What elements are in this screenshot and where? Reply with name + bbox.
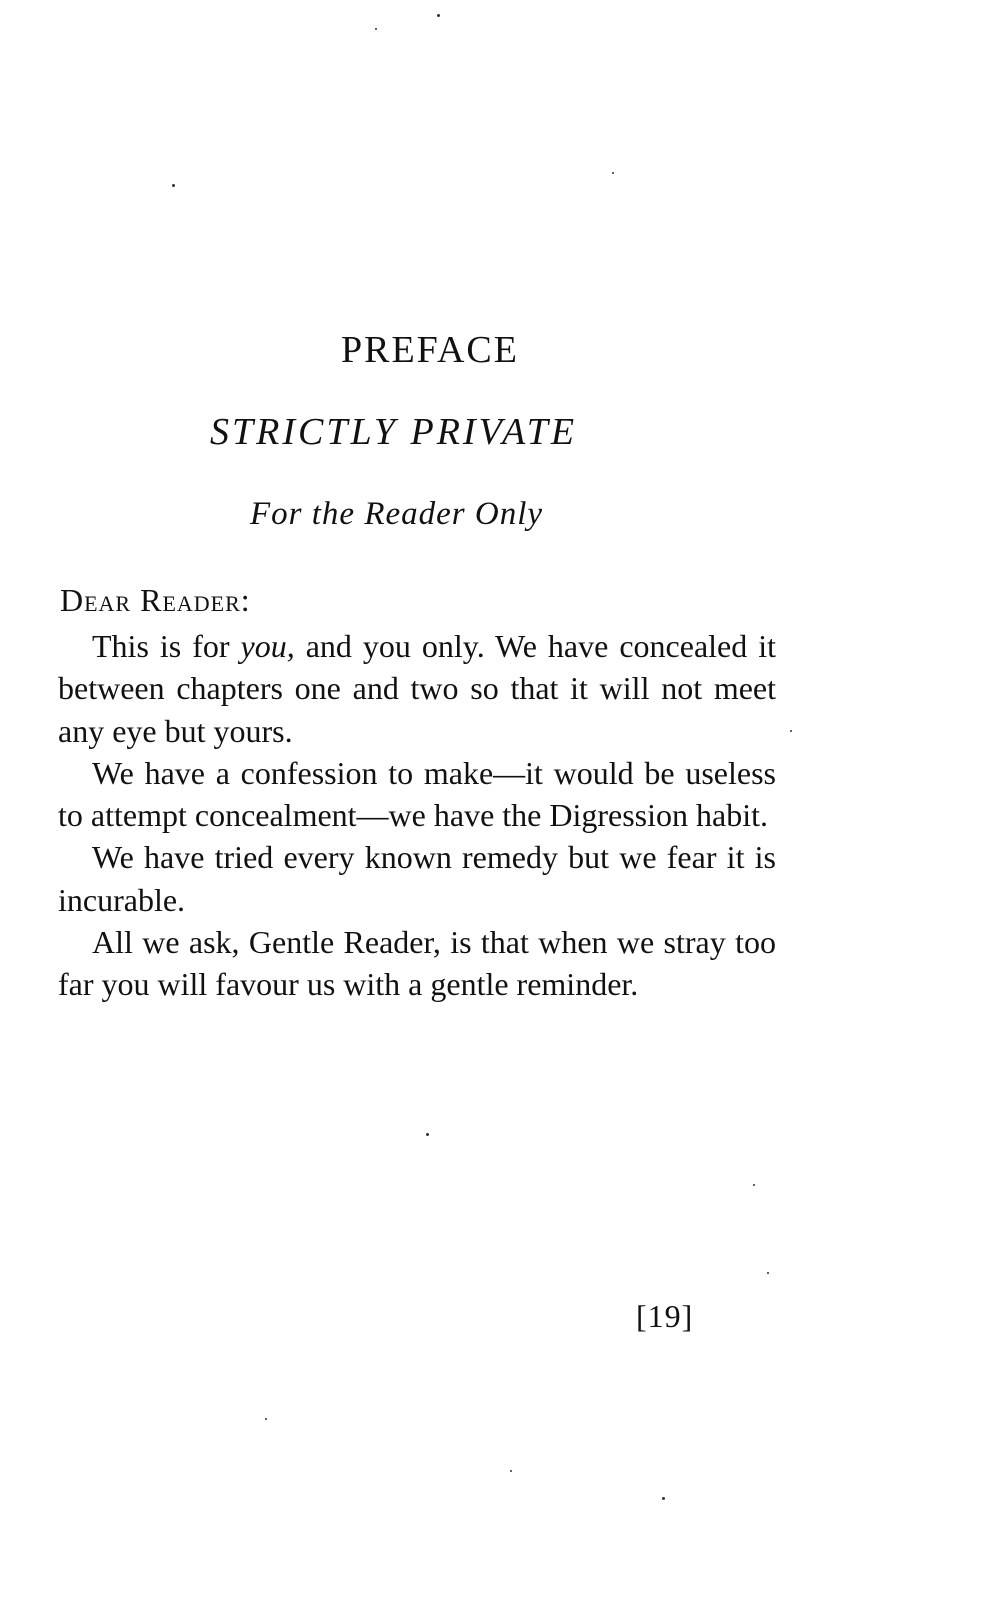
paragraph-text: This is for: [92, 628, 241, 664]
page-title: PREFACE: [340, 329, 519, 371]
scan-speck: [426, 1133, 429, 1136]
paragraph: We have tried every known remedy but we fear it is incurable.: [58, 839, 776, 918]
scan-speck: [437, 14, 440, 17]
page-number: [19]: [636, 1298, 694, 1334]
scan-speck: [767, 1272, 769, 1274]
scan-speck: [612, 172, 614, 174]
scan-speck: [510, 1470, 512, 1472]
paragraph: All we ask, Gentle Reader, is that when we stray too far you will favour us with a gentle reminder.: [58, 924, 776, 1003]
salutation: Dear Reader:: [60, 582, 251, 618]
letter-body: [58, 625, 776, 1006]
scan-speck: [753, 1184, 755, 1186]
scan-speck: [375, 28, 377, 30]
subheading-note: For the Reader Only: [250, 496, 544, 532]
paragraph: We have a confession to make—it would be useless to attempt concealment—we have the Digression habit.: [58, 754, 776, 834]
scan-speck: [662, 1497, 665, 1500]
scan-speck: [790, 730, 792, 732]
paragraph: [58, 625, 776, 752]
subtitle: STRICTLY PRIVATE: [210, 411, 578, 453]
scan-speck: [265, 1418, 267, 1420]
emphasized-word: you,: [240, 628, 295, 664]
paragraph-text: and you only. We have concealed it between chapters one and two so that it will not meet any eye but yours.: [58, 628, 777, 749]
scan-speck: [172, 184, 175, 187]
